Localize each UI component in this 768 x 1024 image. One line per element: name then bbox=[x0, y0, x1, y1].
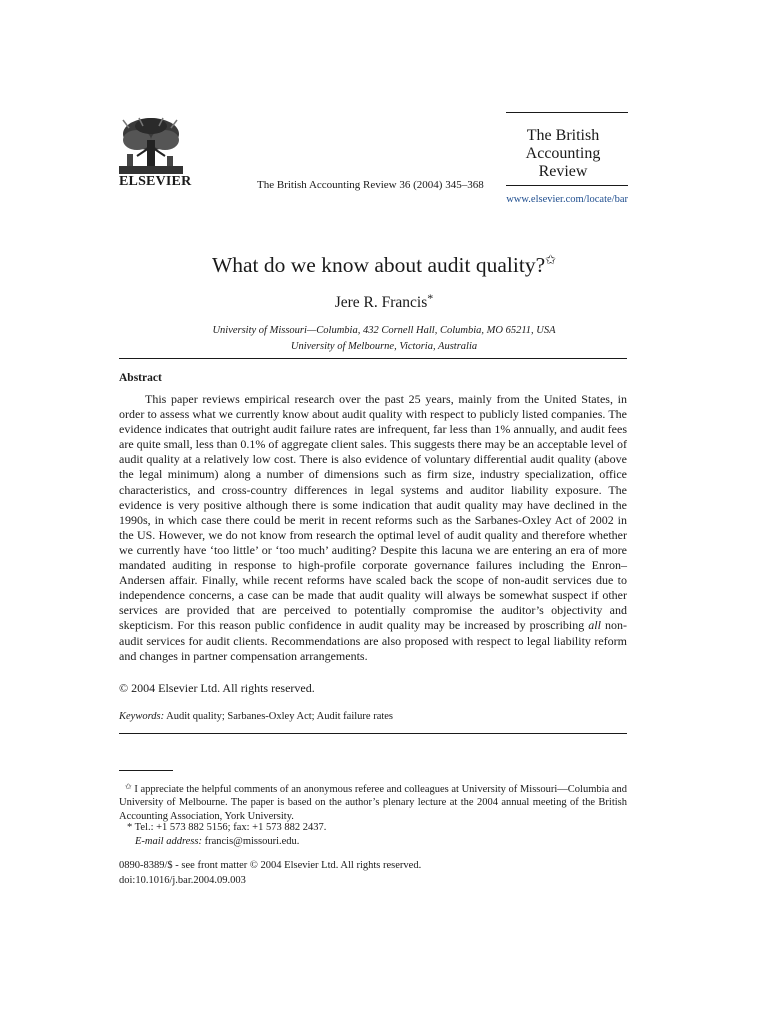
title-footnote-star-icon[interactable]: ✩ bbox=[545, 252, 557, 267]
email-footnote bbox=[119, 835, 643, 848]
abstract-text: This paper reviews empirical research over the past 25 years, mainly from the United States, in order to assess what we currently know about audit quality with respect to publicly listed companies. The evidence indicates that outright audit failure rates are infrequent, far less than 1% annually, and audit fees are quite small, less than 0.1% of aggregate client sales. This suggests there may be an acceptable level of audit quality at a relatively low cost. There is also evidence of voluntary differential audit quality (above the legal minimum) along a number of dimensions such as firm size, industry specialization, office characteristics, and cross-country differences in legal systems and auditor liability exposure. The evidence is very positive although there is some indication that audit quality may have declined in the 1990s, in which case there could be merit in recent reforms such as the Sarbanes-Oxley Act of 2002 in the US. However, we do not know from research the optimal level of audit quality and therefore whether we currently have ‘too little’ or ‘too much’ auditing? Despite this lacuna we are entering an era of more mandated auditing in response to high-profile corporate governance failures including the Enron–Andersen affair. Finally, while recent reforms have scaled back the scope of non-audit services due to independence concerns, a case can be made that audit quality will always be somewhat suspect if other services are provided that are perceived to potentially compromise the auditor’s objectivity and skepticism. For this reason public confidence in audit quality may be increased by proscribing bbox=[119, 392, 627, 633]
acknowledgement-text: I appreciate the helpful comments of an anonymous referee and colleagues at University of Missouri—Columbia and University of Melbourne. The paper is based on the author’s plenary lecture at the 2004 annual meeting of the British Accounting Association, York University. bbox=[119, 784, 627, 822]
article-title-text: What do we know about audit quality? bbox=[211, 253, 546, 277]
keywords-text: Audit quality; Sarbanes-Oxley Act; Audit failure rates bbox=[166, 711, 394, 722]
email-label: E-mail address: bbox=[135, 836, 202, 847]
abstract-body bbox=[119, 392, 627, 664]
abstract-text-end: non-audit services for audit clients. Recommendations are also proposed with respect to legal liability reform and changes in partner compensation arrangements. bbox=[119, 618, 627, 663]
abstract-divider-top bbox=[119, 358, 627, 359]
journal-title-line: Review bbox=[538, 163, 588, 180]
front-matter bbox=[119, 859, 421, 888]
journal-title-rule-top bbox=[506, 112, 628, 113]
doi-link[interactable]: doi:10.1016/j.bar.2004.09.003 bbox=[119, 874, 246, 886]
abstract-divider-bottom bbox=[119, 733, 627, 734]
keywords-label: Keywords: bbox=[119, 711, 165, 722]
journal-title-line: Accounting bbox=[525, 145, 601, 162]
journal-title-line: The British bbox=[526, 127, 600, 144]
journal-title-block bbox=[498, 112, 628, 186]
article-title bbox=[0, 252, 768, 278]
corresponding-author-mark[interactable]: * bbox=[427, 291, 434, 305]
author-name bbox=[0, 291, 768, 312]
journal-url-link[interactable]: www.elsevier.com/locate/bar bbox=[506, 194, 628, 205]
journal-citation: The British Accounting Review 36 (2004) 345–368 bbox=[257, 179, 484, 191]
journal-title-rule-bottom bbox=[506, 185, 628, 186]
footnote-star-icon: ✩ bbox=[125, 782, 132, 791]
abstract-emphasis: all bbox=[588, 618, 601, 633]
affiliation-secondary: University of Melbourne, Victoria, Australia bbox=[290, 341, 478, 352]
elsevier-tree-icon bbox=[119, 116, 183, 174]
abstract-copyright: © 2004 Elsevier Ltd. All rights reserved. bbox=[119, 681, 315, 695]
keywords bbox=[119, 711, 393, 722]
journal-title bbox=[498, 127, 628, 181]
acknowledgement-footnote bbox=[119, 780, 627, 823]
footnote-rule bbox=[119, 770, 173, 771]
abstract-heading: Abstract bbox=[119, 372, 162, 384]
email-link[interactable]: francis@missouri.edu. bbox=[204, 836, 300, 847]
issn-line: 0890-8389/$ - see front matter © 2004 Elsevier Ltd. All rights reserved. bbox=[119, 860, 422, 871]
contact-footnote: * Tel.: +1 573 882 5156; fax: +1 573 882 2437. bbox=[127, 822, 327, 833]
author-name-text: Jere R. Francis bbox=[334, 294, 428, 311]
elsevier-logo bbox=[119, 116, 192, 190]
publisher-name: ELSEVIER bbox=[119, 174, 192, 189]
affiliation-primary: University of Missouri—Columbia, 432 Cornell Hall, Columbia, MO 65211, USA bbox=[212, 325, 556, 336]
